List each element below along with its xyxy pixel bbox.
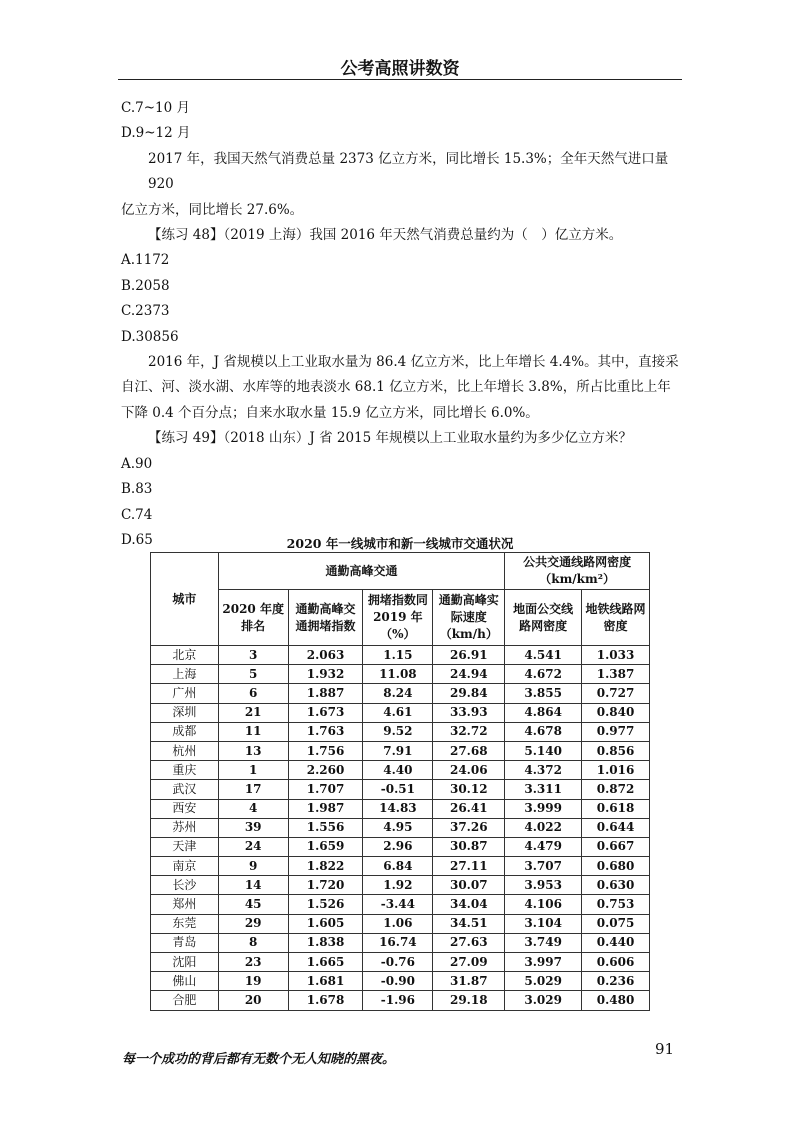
table-row (151, 646, 650, 665)
table-cell: 1.720 (288, 876, 363, 895)
table-cell: 11.08 (363, 665, 433, 684)
table-cell: 45 (218, 895, 288, 914)
city-cell: 重庆 (151, 761, 219, 780)
table-title: 2020 年一线城市和新一线城市交通状况 (286, 536, 514, 551)
table-cell: -0.90 (363, 972, 433, 991)
table-cell: 0.727 (582, 684, 650, 703)
table-cell: 0.680 (582, 857, 650, 876)
paragraph-line: 亿立方米，同比增长 27.6%。 (121, 201, 304, 218)
table-cell: 1.673 (288, 703, 363, 722)
table-cell: 3.749 (505, 933, 582, 952)
table-cell: 3.311 (505, 780, 582, 799)
table-cell: 3 (218, 646, 288, 665)
table-row (151, 761, 650, 780)
body-text (121, 96, 681, 553)
table-cell: 4.541 (505, 646, 582, 665)
city-cell: 北京 (151, 646, 219, 665)
paragraph-line: D.9~12 月 (121, 125, 191, 142)
column-header: 拥堵指数同 2019 年（%） (363, 590, 433, 646)
table-cell: 0.618 (582, 799, 650, 818)
column-header: 通勤高峰交通拥堵指数 (288, 590, 363, 646)
paragraph-line: 下降 0.4 个百分点；自来水取水量 15.9 亿立方米，同比增长 6.0%。 (121, 404, 539, 421)
table-cell: 1.665 (288, 953, 363, 972)
table-cell: 4.106 (505, 895, 582, 914)
city-cell: 苏州 (151, 818, 219, 837)
city-header: 城市 (151, 553, 219, 646)
column-header: 通勤高峰实际速度（km/h） (433, 590, 505, 646)
table-cell: 1.526 (288, 895, 363, 914)
table-cell: 4.672 (505, 665, 582, 684)
table-cell: 31.87 (433, 972, 505, 991)
table-cell: -0.51 (363, 780, 433, 799)
city-cell: 南京 (151, 857, 219, 876)
table-cell: 32.72 (433, 722, 505, 741)
table-cell: 29 (218, 914, 288, 933)
table-cell: 1.92 (363, 876, 433, 895)
table-cell: 1.707 (288, 780, 363, 799)
table-cell: 1.06 (363, 914, 433, 933)
table-cell: 16.74 (363, 933, 433, 952)
table-row (151, 876, 650, 895)
city-cell: 合肥 (151, 991, 219, 1010)
table-row (151, 837, 650, 856)
table-cell: 30.12 (433, 780, 505, 799)
table-cell: 1.659 (288, 837, 363, 856)
table-cell: 37.26 (433, 818, 505, 837)
table-cell: 30.87 (433, 837, 505, 856)
table-row (151, 741, 650, 760)
table-cell: 4.864 (505, 703, 582, 722)
table-row (151, 722, 650, 741)
city-cell: 沈阳 (151, 953, 219, 972)
column-header: 地面公交线路网密度 (505, 590, 582, 646)
city-cell: 武汉 (151, 780, 219, 799)
table-cell: 1.932 (288, 665, 363, 684)
paragraph-line: C.7~10 月 (121, 100, 191, 116)
paragraph-line: C.2373 (121, 303, 170, 320)
table-cell: 19 (218, 972, 288, 991)
table-cell: 5.029 (505, 972, 582, 991)
paragraph-line: 自江、河、淡水湖、水库等的地表淡水 68.1 亿立方米，比上年增长 3.8%，所占比重比上年 (121, 379, 671, 396)
city-cell: 杭州 (151, 741, 219, 760)
city-cell: 成都 (151, 722, 219, 741)
table-cell: 5 (218, 665, 288, 684)
table-row (151, 780, 650, 799)
table-cell: 0.856 (582, 741, 650, 760)
table-row (151, 972, 650, 991)
table-cell: 8 (218, 933, 288, 952)
table-cell: 4.61 (363, 703, 433, 722)
table-cell: 33.93 (433, 703, 505, 722)
table-cell: 3.104 (505, 914, 582, 933)
paragraph-line: 【练习 48】（2019 上海）我国 2016 年天然气消费总量约为（ ）亿立方米。 (148, 227, 623, 244)
table-row (151, 895, 650, 914)
table-cell: 1.387 (582, 665, 650, 684)
table-cell: 0.644 (582, 818, 650, 837)
header-divider (118, 79, 682, 80)
table-cell: 0.977 (582, 722, 650, 741)
commute-group-header: 通勤高峰交通 (218, 553, 505, 590)
table-cell: 1.822 (288, 857, 363, 876)
table-cell: 27.09 (433, 953, 505, 972)
table-cell: 4.678 (505, 722, 582, 741)
traffic-table (150, 552, 650, 1011)
paragraph-line: 2016 年，J 省规模以上工业取水量为 86.4 亿立方米，比上年增长 4.4%。其中，直接采 (148, 354, 679, 371)
page-number: 91 (655, 1040, 675, 1058)
table-row (151, 953, 650, 972)
transit-group-header: 公共交通线路网密度（km/km²） (505, 553, 650, 590)
table-row (151, 933, 650, 952)
table-cell: 4.479 (505, 837, 582, 856)
table-cell: 6 (218, 684, 288, 703)
table-cell: 0.872 (582, 780, 650, 799)
paragraph-line: 【练习 49】（2018 山东）J 省 2015 年规模以上工业取水量约为多少亿立方米？ (148, 430, 633, 447)
table-cell: 2.260 (288, 761, 363, 780)
table-cell: 27.11 (433, 857, 505, 876)
table-cell: 0.480 (582, 991, 650, 1010)
table-cell: 1 (218, 761, 288, 780)
table-cell: 5.140 (505, 741, 582, 760)
table-cell: 9.52 (363, 722, 433, 741)
table-row (151, 991, 650, 1010)
table-cell: 2.96 (363, 837, 433, 856)
table-cell: 29.18 (433, 991, 505, 1010)
table-cell: 17 (218, 780, 288, 799)
column-header: 2020 年度排名 (218, 590, 288, 646)
table-cell: 8.24 (363, 684, 433, 703)
table-cell: 39 (218, 818, 288, 837)
table-cell: 3.997 (505, 953, 582, 972)
table-cell: 0.236 (582, 972, 650, 991)
table-cell: 1.678 (288, 991, 363, 1010)
city-cell: 广州 (151, 684, 219, 703)
table-cell: 14 (218, 876, 288, 895)
table-row (151, 857, 650, 876)
table-cell: -3.44 (363, 895, 433, 914)
paragraph-line: B.83 (121, 481, 153, 498)
table-cell: 1.763 (288, 722, 363, 741)
table-cell: 9 (218, 857, 288, 876)
table-cell: 34.51 (433, 914, 505, 933)
table-cell: 0.075 (582, 914, 650, 933)
table-cell: 3.029 (505, 991, 582, 1010)
table-cell: 14.83 (363, 799, 433, 818)
table-cell: 24 (218, 837, 288, 856)
city-cell: 上海 (151, 665, 219, 684)
table-cell: 4.022 (505, 818, 582, 837)
table-row (151, 914, 650, 933)
table-cell: 1.987 (288, 799, 363, 818)
table-cell: 21 (218, 703, 288, 722)
table-cell: 1.838 (288, 933, 363, 952)
table-cell: 0.630 (582, 876, 650, 895)
footer-quote: 每一个成功的背后都有无数个无人知晓的黑夜。 (122, 1052, 396, 1067)
table-cell: 11 (218, 722, 288, 741)
table-cell: 1.033 (582, 646, 650, 665)
city-cell: 长沙 (151, 876, 219, 895)
city-cell: 天津 (151, 837, 219, 856)
table-cell: -0.76 (363, 953, 433, 972)
table-row (151, 703, 650, 722)
table-cell: 27.68 (433, 741, 505, 760)
table-cell: 26.41 (433, 799, 505, 818)
column-header: 地铁线路网密度 (582, 590, 650, 646)
city-cell: 青岛 (151, 933, 219, 952)
table-cell: 1.016 (582, 761, 650, 780)
table-cell: 23 (218, 953, 288, 972)
table-cell: 3.953 (505, 876, 582, 895)
table-cell: 0.606 (582, 953, 650, 972)
table-cell: 1.556 (288, 818, 363, 837)
table-cell: 30.07 (433, 876, 505, 895)
table-cell: 27.63 (433, 933, 505, 952)
table-cell: 26.91 (433, 646, 505, 665)
city-cell: 深圳 (151, 703, 219, 722)
table-row (151, 799, 650, 818)
table-cell: 4.95 (363, 818, 433, 837)
table-cell: 0.753 (582, 895, 650, 914)
table-cell: 29.84 (433, 684, 505, 703)
table-cell: 4.372 (505, 761, 582, 780)
table-row (151, 684, 650, 703)
table-cell: 1.681 (288, 972, 363, 991)
table-cell: 4.40 (363, 761, 433, 780)
table-row (151, 818, 650, 837)
table-cell: 0.840 (582, 703, 650, 722)
table-cell: 2.063 (288, 646, 363, 665)
table-cell: 13 (218, 741, 288, 760)
city-cell: 佛山 (151, 972, 219, 991)
table-row (151, 665, 650, 684)
table-cell: 0.667 (582, 837, 650, 856)
table-cell: 24.94 (433, 665, 505, 684)
city-cell: 西安 (151, 799, 219, 818)
table-cell: 3.855 (505, 684, 582, 703)
city-cell: 郑州 (151, 895, 219, 914)
table-cell: 1.756 (288, 741, 363, 760)
table-cell: -1.96 (363, 991, 433, 1010)
paragraph-line: A.1172 (121, 252, 170, 269)
paragraph-line: D.65 (121, 531, 153, 548)
table-cell: 0.440 (582, 933, 650, 952)
table-cell: 1.605 (288, 914, 363, 933)
page-header-title: 公考高照讲数资 (340, 59, 460, 79)
table-cell: 1.887 (288, 684, 363, 703)
paragraph-line: D.30856 (121, 328, 179, 345)
table-cell: 6.84 (363, 857, 433, 876)
table-cell: 4 (218, 799, 288, 818)
paragraph-line: A.90 (121, 455, 153, 472)
city-cell: 东莞 (151, 914, 219, 933)
table-cell: 24.06 (433, 761, 505, 780)
paragraph-line: B.2058 (121, 277, 170, 294)
paragraph-line: 2017 年，我国天然气消费总量 2373 亿立方米，同比增长 15.3%；全年天然气进口量 920 (148, 150, 669, 193)
paragraph-line: C.74 (121, 506, 153, 523)
table-cell: 3.707 (505, 857, 582, 876)
table-cell: 3.999 (505, 799, 582, 818)
table-cell: 20 (218, 991, 288, 1010)
table-cell: 7.91 (363, 741, 433, 760)
table-cell: 1.15 (363, 646, 433, 665)
table-cell: 34.04 (433, 895, 505, 914)
